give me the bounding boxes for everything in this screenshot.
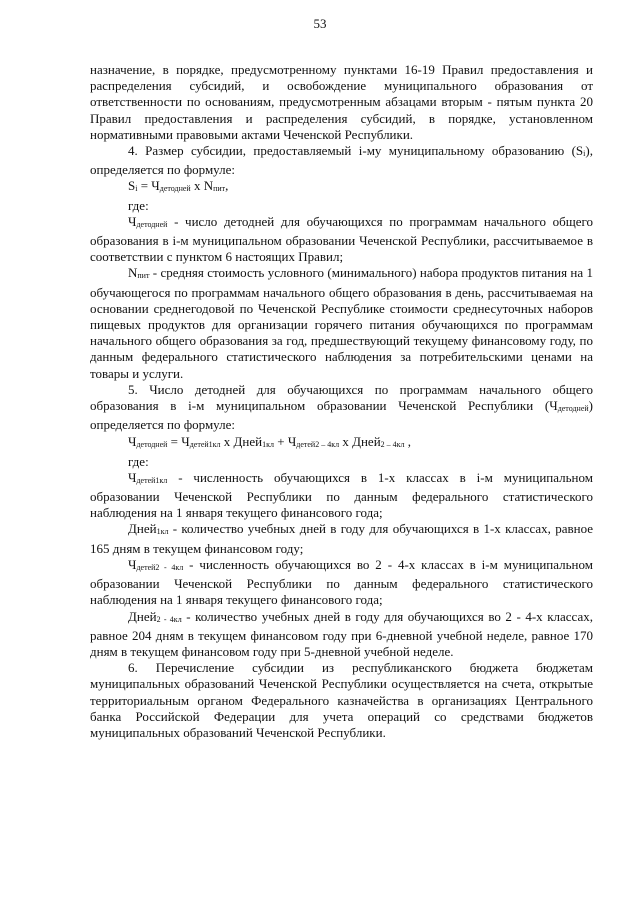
text: S [128,178,136,194]
paragraph-continuation: назначение, в порядке, предусмотренному пунктами 16-19 Правил предоставления и распределения субсидий, и освобождение муниципального образования от ответственности по основаниям, предусмотренным абзацами вторым - пятым пункта 20 Правил предоставления и распределения субсидий, в порядке, установленном нормативными правовыми актами Чеченской Республики. [90,62,593,142]
formula-subsidy [90,178,593,197]
subscript: детей2 - 4кл [136,562,184,572]
formula-child-days [90,434,593,453]
definition-child-days [90,214,593,266]
document-body [90,62,593,741]
text: x Дней [339,434,381,450]
subscript: детей1кл [189,440,221,450]
definition-food-cost [90,265,593,381]
where-label: где: [128,197,149,213]
subscript: детодней [136,440,168,450]
definition-grade2-4-days [90,609,593,661]
subscript: 2 – 4кл [380,440,405,450]
text: ), определяется по формуле: [90,143,593,178]
text: x Дней [220,434,263,450]
text: ) определяется по формуле: [90,398,593,433]
subscript: 1кл [156,527,169,537]
subscript: 2 - 4кл [156,614,182,624]
text: - количество учебных дней в году для обучающихся в 1-х классах, равное 165 дням в текущем финансовом году; [90,521,593,556]
text: - количество учебных дней в году для обучающихся во 2 - 4-х классах, равное 204 дням в текущем финансовом году при 6-дневной учебной неделе, равное 170 дням в текущем финансовом году при 5-дневной учебной неделе. [90,608,593,659]
subscript: детей1кл [136,475,168,485]
text: - численность обучающихся в 1-х классах в i-м муниципальном образовании Чеченской Республики по данным федерального статистического наблюдения на 1 января текущего финансового года; [90,469,593,521]
paragraph-item-6: 6. Перечисление субсидии из республиканского бюджета бюджетам муниципальных образований Чеченской Республики осуществляется на счета, открытые территориальным органом Федерального казначейства в организациях Центрального банка Российской Федерации для учета операций со средствами бюджетов муниципальных образований Чеченской Республики. [90,660,593,740]
definition-grade1-days [90,521,593,556]
subscript: детодней [557,404,589,414]
text: Ч [128,213,137,229]
text: Дней [128,608,157,624]
text: + Ч [273,434,297,450]
text: - число детодней для обучающихся по программам начального общего образования в i-м муниципальном образовании Чеченской Республики, рассчитываемое в соответствии с пунктом 6 настоящих Правил; [90,213,593,265]
text: Ч [128,434,137,450]
paragraph-item-4 [90,143,593,178]
subscript: детей2 – 4кл [296,440,340,450]
text: 4. Размер субсидии, предоставляемый i-му муниципальному образованию (S [128,143,584,159]
subscript: i [583,149,586,159]
text: - численность обучающихся во 2 - 4-х классах в i-м муниципальном образовании Чеченской Республики по данным федерального статистического наблюдения на 1 января текущего финансового года; [90,556,593,608]
subscript: детодней [136,219,168,229]
text: - средняя стоимость условного (минимального) набора продуктов питания на 1 обучающегося по программам начального общего образования в день, рассчитываемая на основании среднегодовой по Чеченской Республике стоимости среднесуточных наборов пищевых продуктов для организации горячего питания обучающихся по программам начального общего образования за год, предшествующий текущему финансовому году, по данным федерального статистического наблюдения за потребительскими ценами на товары и услуги. [90,265,593,381]
text: Ч [128,556,137,572]
subscript: 1кл [262,440,274,450]
paragraph-item-5 [90,382,593,434]
text: N [128,265,138,281]
subscript: детодней [159,184,191,194]
text: , [404,434,412,450]
text: Дней [128,521,157,537]
text: , [225,178,229,194]
page-number: 53 [313,16,327,31]
definition-grade2-4-count [90,557,593,609]
where-label: где: [128,453,149,469]
text: Ч [128,469,137,485]
definition-grade1-count [90,470,593,522]
text: 5. Число детодней для обучающихся по программам начального общего образования в i-м муниципальном образовании Чеченской Республики (Ч [90,381,593,414]
text: x N [190,178,214,194]
subscript: i [135,184,138,194]
subscript: пит [137,271,150,281]
text: = Ч [137,178,160,194]
text: = Ч [167,434,190,450]
subscript: пит [213,184,226,194]
